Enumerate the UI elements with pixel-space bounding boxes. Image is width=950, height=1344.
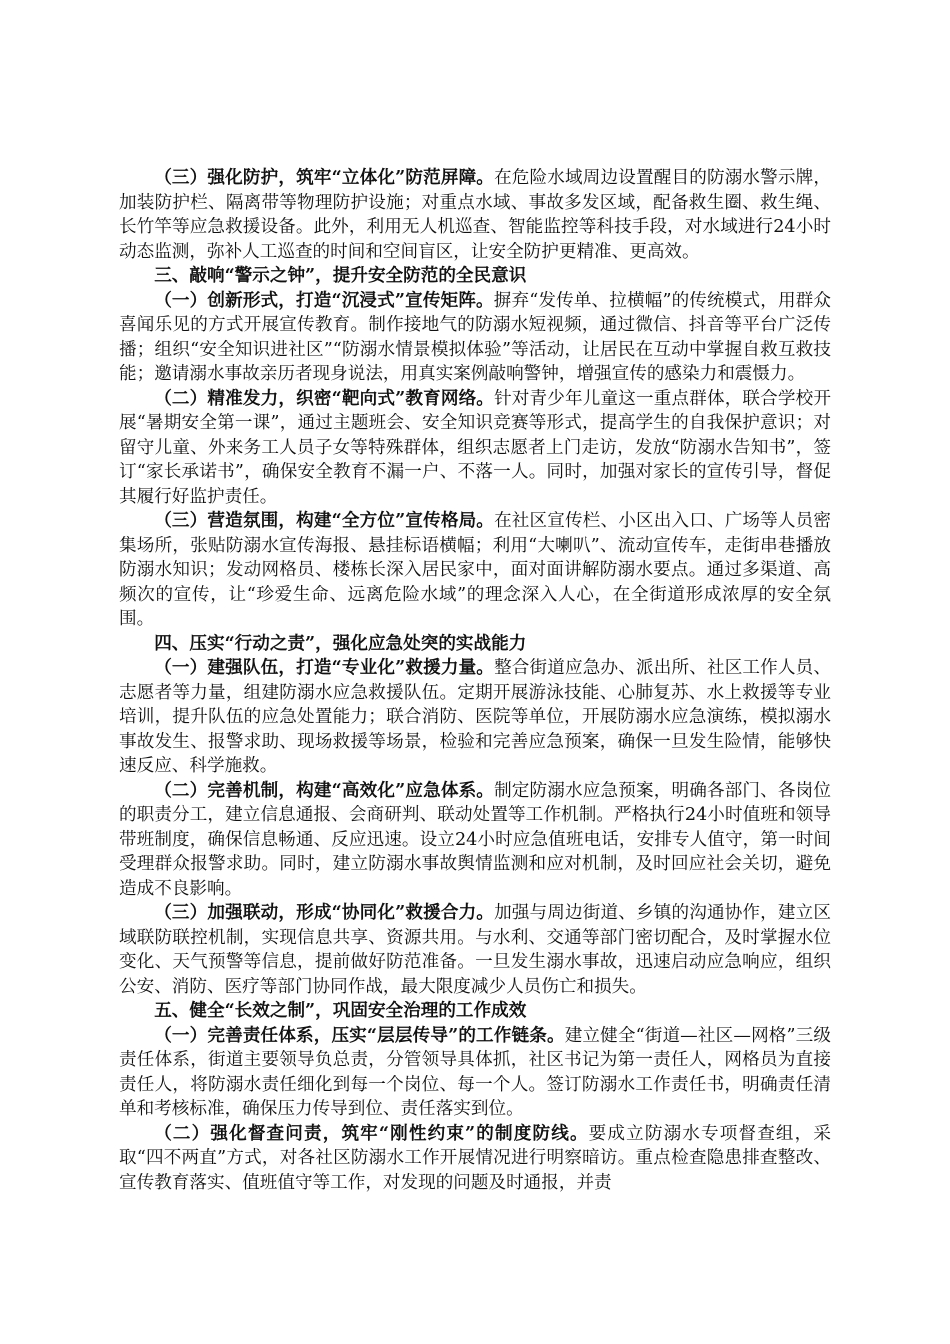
body-paragraph (119, 509, 831, 632)
body-paragraph (119, 387, 831, 510)
section-heading: 四、压实“行动之责”，强化应急处突的实战能力 (154, 632, 527, 654)
body-paragraph (119, 656, 831, 779)
paragraph-text: 建立健全“街道—社区—网格”三级责任体系，街道主要领导负总责，分管领导具体抓，社区书记为第一责任人，网格员为直接责任人，将防溺水责任细化到每一个岗位、每一个人。签订防溺水工作责任书，明确责任清单和考核标准，确保压力传导到位、责任落实到位。 (119, 1025, 831, 1119)
body-paragraph (119, 901, 831, 999)
body-paragraph (119, 1024, 831, 1122)
paragraph-lead: （二）强化督查问责，筑牢“刚性约束”的制度防线。 (154, 1122, 589, 1144)
document-body (119, 166, 831, 1195)
body-paragraph (119, 779, 831, 902)
paragraph-text: 在社区宣传栏、小区出入口、广场等人员密集场所，张贴防溺水宣传海报、悬挂标语横幅；利用“大喇叭”、流动宣传车，走街串巷播放防溺水知识；发动网格员、楼栋长深入居民家中，面对面讲解防溺水要点。通过多渠道、高频次的宣传，让“珍爱生命、远离危险水域”的理念深入人心，在全街道形成浓厚的安全氛围。 (119, 511, 831, 629)
paragraph-lead: （二）精准发力，织密“靶向式”教育网络。 (154, 387, 495, 409)
section-heading: 三、敲响“警示之钟”，提升安全防范的全民意识 (154, 265, 527, 286)
paragraph-text: 制定防溺水应急预案，明确各部门、各岗位的职责分工，建立信息通报、会商研判、联动处置等工作机制。严格执行24小时值班和领导带班制度，确保信息畅通、反应迅速。设立24小时应急值班电话，安排专人值守，第一时间受理群众报警求助。同时，建立防溺水事故舆情监测和应对机制，及时回应社会关切，避免造成不良影响。 (119, 780, 831, 899)
paragraph-text: 整合街道应急办、派出所、社区工作人员、志愿者等力量，组建防溺水应急救援队伍。定期开展游泳技能、心肺复苏、水上救援等专业培训，提升队伍的应急处置能力；联合消防、医院等单位，开展防溺水应急演练，模拟溺水事故发生、报警求助、现场救援等场景，检验和完善应急预案，确保一旦发生险情，能够快速反应、科学施救。 (119, 658, 831, 776)
body-paragraph (119, 1122, 831, 1196)
paragraph-text: 加强与周边街道、乡镇的沟通协作，建立区域联防联控机制，实现信息共享、资源共用。与水利、交通等部门密切配合，及时掌握水位变化、天气预警等信息，提前做好防范准备。一旦发生溺水事故，迅速启动应急响应，组织公安、消防、医疗等部门协同作战，最大限度减少人员伤亡和损失。 (119, 903, 831, 997)
paragraph-lead: （一）建强队伍，打造“专业化”救援力量。 (154, 657, 495, 678)
paragraph-lead: （一）完善责任体系，压实“层层传导”的工作链条。 (154, 1024, 565, 1046)
paragraph-lead: （三）加强联动，形成“协同化”救援合力。 (154, 902, 495, 923)
paragraph-text: 在危险水域周边设置醒目的防溺水警示牌，加装防护栏、隔离带等物理防护设施；对重点水域、事故多发区域，配备救生圈、救生绳、长竹竿等应急救援设备。此外，利用无人机巡查、智能监控等科技手段，对水域进行24小时动态监测，弥补人工巡查的时间和空间盲区，让安全防护更精准、更高效。 (119, 168, 831, 262)
body-paragraph (119, 166, 831, 264)
paragraph-lead: （二）完善机制，构建“高效化”应急体系。 (154, 779, 495, 801)
paragraph-lead: （一）创新形式，打造“沉浸式”宣传矩阵。 (154, 289, 494, 311)
section-heading: 五、健全“长效之制”，巩固安全治理的工作成效 (154, 1000, 527, 1021)
paragraph-text: 针对青少年儿童这一重点群体，联合学校开展“暑期安全第一课”，通过主题班会、安全知识竞赛等形式，提高学生的自我保护意识；对留守儿童、外来务工人员子女等特殊群体，组织志愿者上门走访，发放“防溺水告知书”，签订“家长承诺书”，确保安全教育不漏一户、不落一人。同时，加强对家长的宣传引导，督促其履行好监护责任。 (119, 388, 831, 507)
paragraph-text: 要成立防溺水专项督查组，采取“四不两直”方式，对各社区防溺水工作开展情况进行明察暗访。重点检查隐患排查整改、宣传教育落实、值班值守等工作，对发现的问题及时通报，并责 (119, 1123, 831, 1193)
paragraph-lead: （三）营造氛围，构建“全方位”宣传格局。 (154, 510, 495, 531)
body-paragraph (119, 289, 831, 387)
paragraph-text: 摒弃“发传单、拉横幅”的传统模式，用群众喜闻乐见的方式开展宣传教育。制作接地气的防溺水短视频，通过微信、抖音等平台广泛传播；组织“安全知识进社区”“防溺水情景模拟体验”等活动，让居民在互动中掌握自救互救技能；邀请溺水事故亲历者现身说法，用真实案例敲响警钟，增强宣传的感染力和震慑力。 (119, 290, 831, 384)
paragraph-lead: （三）强化防护，筑牢“立体化”防范屏障。 (154, 167, 495, 188)
